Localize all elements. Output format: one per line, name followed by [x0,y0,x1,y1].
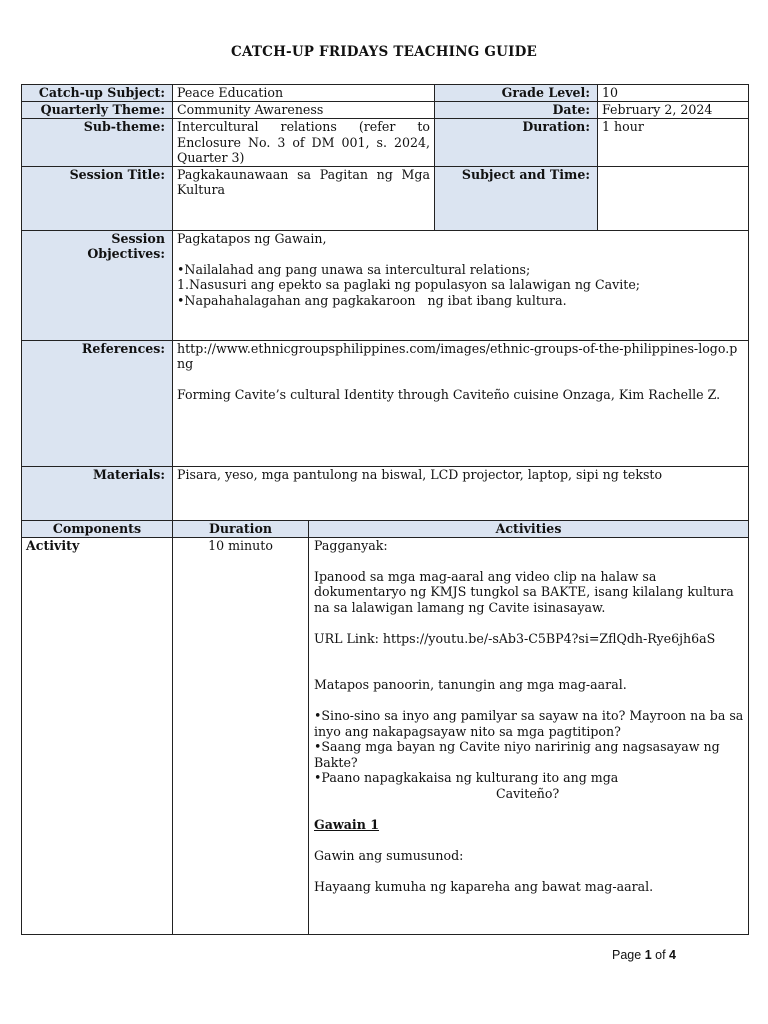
activity-question-continued: Caviteño? [496,785,560,801]
activity-paragraph: Ipanood sa mga mag-aaral ang video clip na halaw sa dokumentaryo ng KMJS tungkol sa BAKTE, isang kilalang kultura na sa lalawigan lamang ng Cavite isinasayaw. [314,568,734,615]
activity-paragraph: Hayaang kumuha ng kapareha ang bawat mag-aaral. [314,878,654,894]
objective-item: •Nailalahad ang pang unawa sa intercultural relations; [177,261,531,277]
subtheme-value: Intercultural relations (refer to Enclosure No. 3 of DM 001, s. 2024, Quarter 3) [173,119,435,167]
session-title-value: Pagkakaunawaan sa Pagitan ng Mga Kultura [173,166,435,230]
header-components: Components [22,521,173,538]
objective-item: •Napahahalagahan ang pagkakaroon ng ibat ibang kultura. [177,292,567,308]
activity-question: •Paano napagkakaisa ng kulturang ito ang mga [314,770,619,785]
activity-paragraph: Gawin ang sumusunod: [314,847,464,863]
subject-value: Peace Education [173,85,435,102]
activity-url: URL Link: https://youtu.be/-sAb3-C5BP4?si=ZflQdh-Rye6jh6aS [314,630,716,646]
date-value: February 2, 2024 [598,102,749,119]
objectives-label [22,230,173,340]
reference-item: Forming Cavite’s cultural Identity through Caviteño cuisine Onzaga, Kim Rachelle Z. [177,387,721,402]
duration-activity: 10 minuto [173,537,309,934]
header-activities: Activities [309,521,749,538]
materials-value: Pisara, yeso, mga pantulong na biswal, LCD projector, laptop, sipi ng teksto [173,466,749,522]
objective-item: 1.Nasusuri ang epekto sa paglaki ng populasyon sa lalawigan ng Cavite; [177,277,641,292]
session-title-label: Session Title: [22,166,173,230]
theme-value: Community Awareness [173,102,435,119]
subject-time-label: Subject and Time: [435,166,598,230]
objectives-cell [173,230,749,340]
theme-label: Quarterly Theme: [22,102,173,119]
subject-time-value [598,166,749,230]
activity-question: •Saang mga bayan ng Cavite niyo naririnig ang nagsasayaw ng Bakte? [314,739,720,770]
subject-label: Catch-up Subject: [22,85,173,102]
info-table [21,84,749,523]
document-title: CATCH-UP FRIDAYS TEACHING GUIDE [231,44,537,60]
duration-value: 1 hour [598,119,749,167]
materials-label: Materials: [22,466,173,522]
activity-paragraph: Matapos panoorin, tanungin ang mga mag-aaral. [314,677,627,692]
page-number [612,948,676,962]
total-pages: 4 [669,948,676,962]
component-activity: Activity [22,537,173,934]
references-cell [173,340,749,466]
grade-label: Grade Level: [435,85,598,102]
activities-table [21,520,749,935]
duration-label: Duration: [435,119,598,167]
subtheme-label: Sub-theme: [22,119,173,167]
references-label: References: [22,340,173,466]
objectives-label-line-1: Session [111,230,165,246]
current-page: 1 [644,948,652,962]
activity-question: •Sino-sino sa inyo ang pamilyar sa sayaw na ito? Mayroon na ba sa inyo ang nakapagsayaw nito sa mga pagtitipon? [314,708,744,739]
grade-value: 10 [598,85,749,102]
activity-intro: Pagganyak: [314,537,388,553]
objectives-label-line-2: Objectives: [87,246,165,261]
reference-item: http://www.ethnicgroupsphilippines.com/images/ethnic-groups-of-the-philippines-logo.png [177,340,738,371]
gawain-title: Gawain 1 [314,816,380,832]
date-label: Date: [435,102,598,119]
of-word: of [655,948,666,962]
header-duration: Duration [173,521,309,538]
activities-cell [309,537,749,934]
objectives-intro: Pagkatapos ng Gawain, [177,230,327,246]
page-word: Page [612,948,642,962]
